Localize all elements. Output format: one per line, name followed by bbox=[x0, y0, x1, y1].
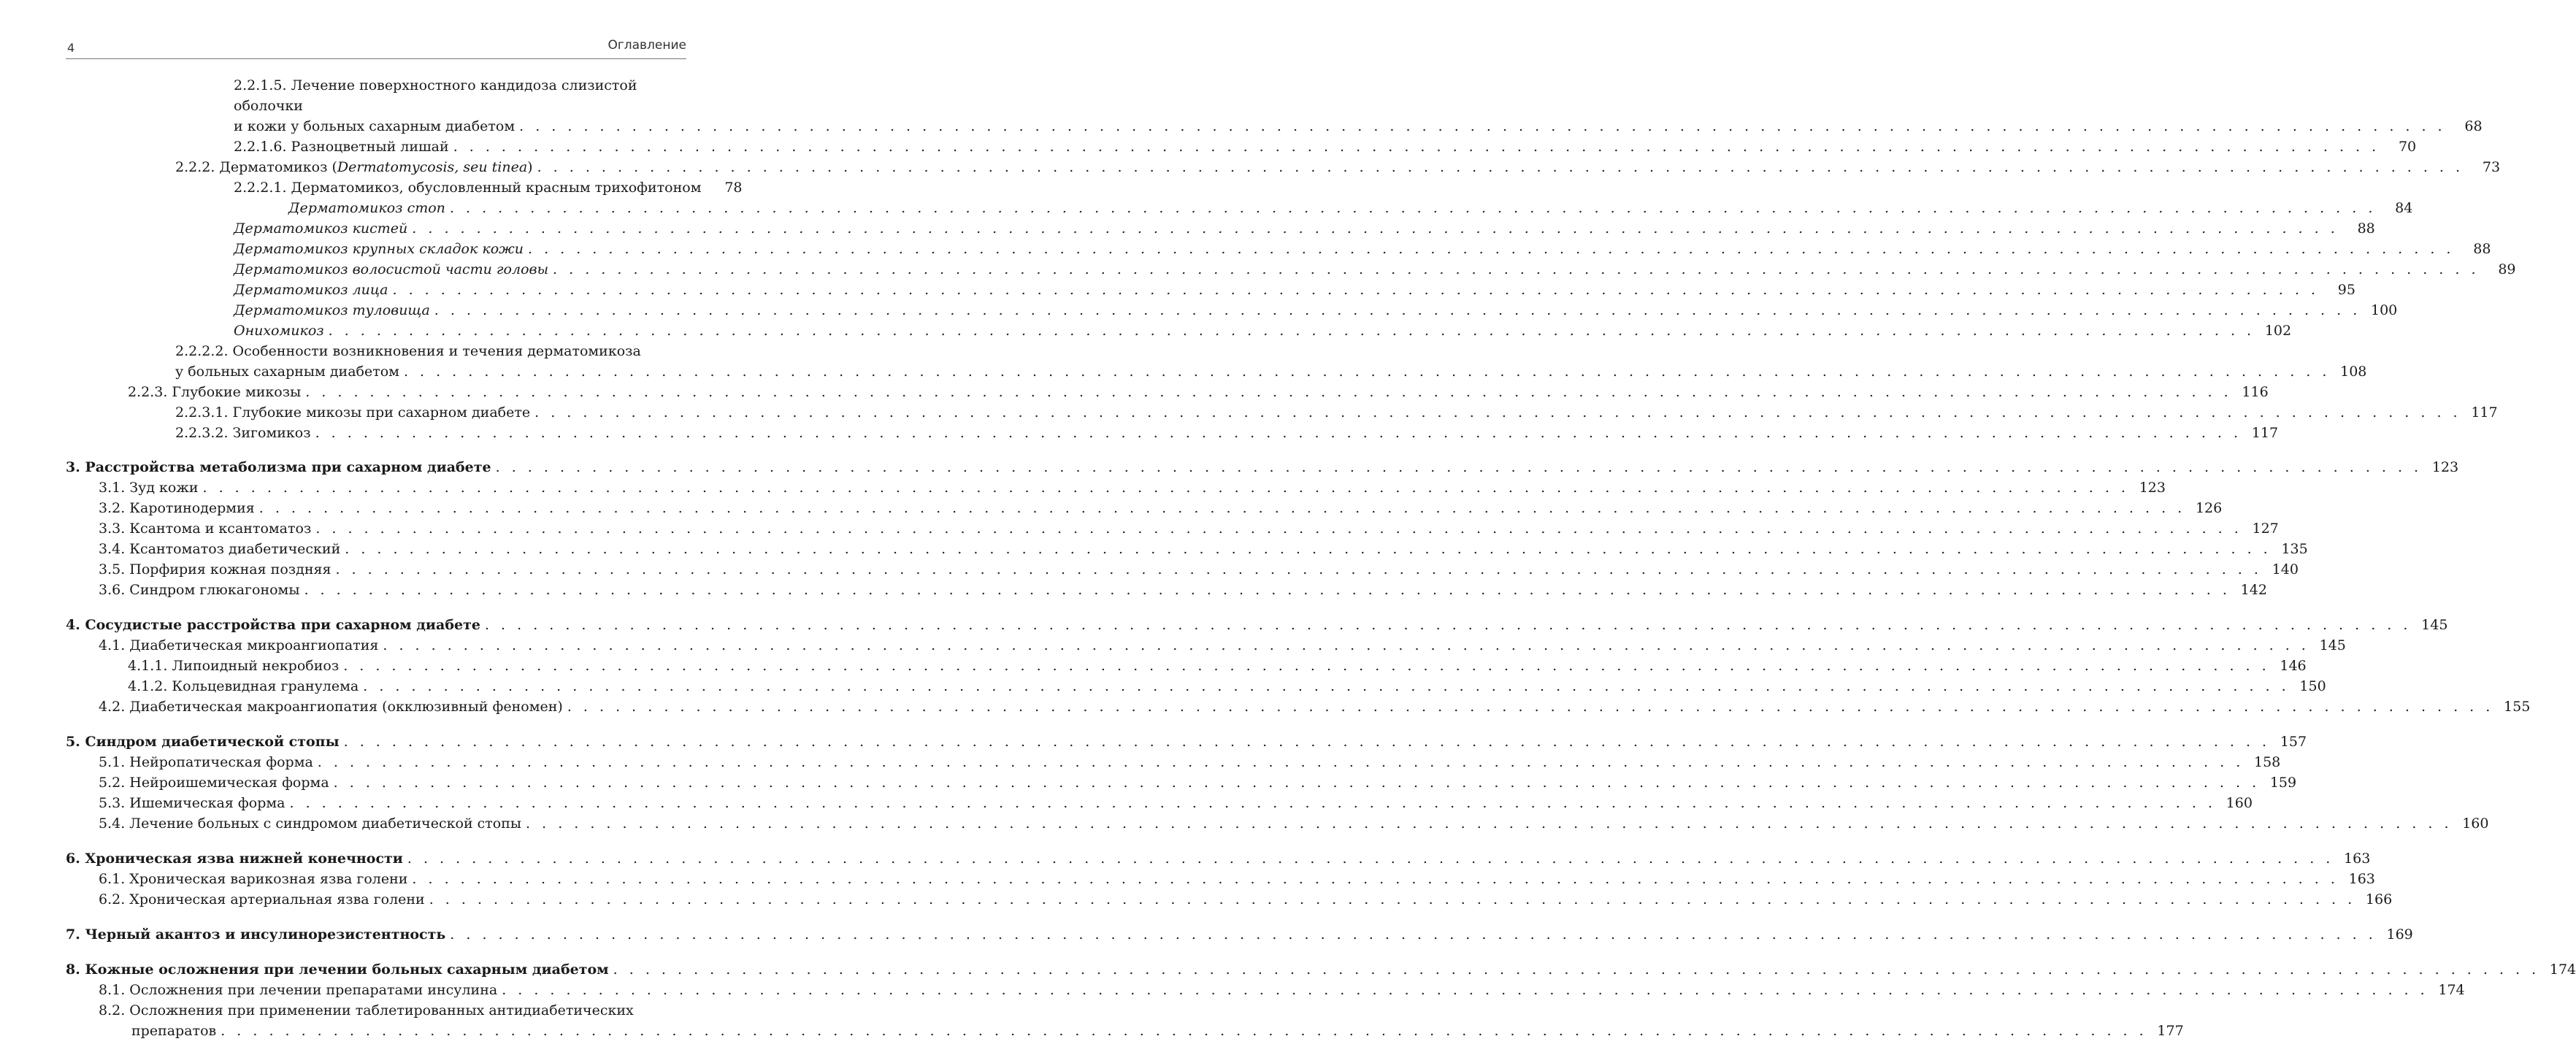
toc-entry-title: у больных сахарным диабетом bbox=[175, 364, 399, 380]
toc-entry-title-line1: 8.2. Осложнения при применении таблетированных антидиабетических bbox=[99, 1002, 634, 1018]
dot-leader: . . . . . . . . . . . . . . . . . . . . . . . . . . . . . . . . . . . . . . . . . . . . . . . . . . . . . . . . . . . . . . . . . . . . . . . . . . . . . . . . . . . . . . . . . . . . . . . . . . . . . . . . . . . . . . . . . . . . . . . . bbox=[567, 699, 2494, 715]
toc-entry-title: Дерматомикоз стоп bbox=[288, 200, 445, 216]
toc-entry bbox=[66, 280, 2355, 300]
toc-entry bbox=[66, 869, 2375, 889]
toc-page-number: 160 bbox=[2226, 795, 2253, 811]
toc-page-number: 123 bbox=[2139, 480, 2166, 496]
toc-page-number: 163 bbox=[2348, 871, 2375, 887]
toc-page-number: 89 bbox=[2498, 261, 2516, 277]
toc-entry-title: 6.2. Хроническая артериальная язва голени bbox=[99, 891, 425, 907]
dot-leader: . . . . . . . . . . . . . . . . . . . . . . . . . . . . . . . . . . . . . . . . . . . . . . . . . . . . . . . . . . . . . . . . . . . . . . . . . . . . . . . . . . . . . . . . . . . . . . . . . . . . . . . . . . . . . . . . . . . . . . . . bbox=[392, 282, 2319, 298]
toc-entry-title: и кожи у больных сахарным диабетом bbox=[234, 118, 515, 134]
toc-page-number: 123 bbox=[2431, 459, 2459, 475]
toc-chapter-title: 7. Черный акантоз и инсулинорезистентность bbox=[66, 926, 446, 943]
toc-page-number: 116 bbox=[2242, 384, 2269, 400]
toc-page-number: 177 bbox=[2157, 1023, 2184, 1039]
toc-entry bbox=[66, 157, 2501, 177]
toc-page-number: 73 bbox=[2482, 159, 2501, 175]
dot-leader: . . . . . . . . . . . . . . . . . . . . . . . . . . . . . . . . . . . . . . . . . . . . . . . . . . . . . . . . . . . . . . . . . . . . . . . . . . . . . . . . . . . . . . . . . . . . . . . . . . . . . . . . . . . . . . . . . . . . . . . . bbox=[315, 425, 2242, 441]
toc-entry-title: 5.3. Ишемическая форма bbox=[99, 795, 285, 811]
toc-entry-title: 5.2. Нейроишемическая форма bbox=[99, 775, 329, 791]
toc-chapter-title: 8. Кожные осложнения при лечении больных сахарным диабетом bbox=[66, 962, 609, 978]
dot-leader: . . . . . . . . . . . . . . . . . . . . . . . . . . . . . . . . . . . . . . . . . . . . . . . . . . . . . . . . . . . . . . . . . . . . . . . . . . . . . . . . . . . . . . . . . . . . . . . . . . . . . . . . . . . . . . . . . . . . . . . . bbox=[317, 754, 2245, 770]
dot-leader: . . . . . . . . . . . . . . . . . . . . . . . . . . . . . . . . . . . . . . . . . . . . . . . . . . . . . . . . . . . . . . . . . . . . . . . . . . . . . . . . . . . . . . . . . . . . . . . . . . . . . . . . . . . . . . . . . . . . . . . . bbox=[434, 302, 2361, 318]
toc-page-number: 174 bbox=[2549, 962, 2576, 978]
toc-entry bbox=[66, 137, 2417, 157]
toc-entry bbox=[66, 198, 2413, 218]
toc-entry bbox=[66, 1000, 2184, 1041]
dot-leader: . . . . . . . . . . . . . . . . . . . . . . . . . . . . . . . . . . . . . . . . . . . . . . . . . . . . . . . . . . . . . . . . . . . . . . . . . . . . . . . . . . . . . . . . . . . . . . . . . . . . . . . . . . . . . . . . . . . . . . . . bbox=[304, 582, 2231, 598]
toc-page-number: 174 bbox=[2438, 982, 2465, 998]
toc-page-number: 70 bbox=[2398, 139, 2417, 155]
toc-entry-title: Дерматомикоз лица bbox=[234, 282, 388, 298]
toc-entry-title: 4.1. Диабетическая микроангиопатия bbox=[99, 637, 379, 653]
dot-leader: . . . . . . . . . . . . . . . . . . . . . . . . . . . . . . . . . . . . . . . . . . . . . . . . . . . . . . . . . . . . . . . . . . . . . . . . . . . . . . . . . . . . . . . . . . . . . . . . . . . . . . . . . . . . . . . . . . . . . . . . bbox=[333, 775, 2261, 791]
toc-entry-title: 8.1. Осложнения при лечении препаратами инсулина bbox=[99, 982, 498, 998]
toc-entry-title: Дерматомикоз волосистой части головы bbox=[234, 261, 549, 277]
toc-page-number: 78 bbox=[724, 180, 743, 196]
toc-entry-title: 2.2.2.1. Дерматомикоз, обусловленный красным трихофитоном bbox=[234, 180, 702, 196]
toc-entry bbox=[66, 341, 2367, 382]
toc-entry-title-line1: 2.2.2.2. Особенности возникновения и течения дерматомикоза bbox=[175, 343, 641, 359]
toc-page-number: 158 bbox=[2253, 754, 2281, 770]
dot-leader: . . . . . . . . . . . . . . . . . . . . . . . . . . . . . . . . . . . . . . . . . . . . . . . . . . . . . . . . . . . . . . . . . . . . . . . . . . . . . . . . . . . . . . . . . . . . . . . . . . . . . . . . . . . . . . . . . . . . . . . . bbox=[202, 480, 2129, 496]
table-of-contents bbox=[66, 75, 2576, 1041]
latin-term: Dermatomycosis, seu tinea bbox=[337, 159, 528, 175]
toc-entry bbox=[66, 177, 743, 198]
toc-page-number: 159 bbox=[2269, 775, 2297, 791]
toc-entry bbox=[66, 75, 2483, 137]
toc-chapter bbox=[66, 457, 2459, 477]
toc-entry bbox=[66, 518, 2279, 539]
toc-entry-title: 3.6. Синдром глюкагономы bbox=[99, 582, 300, 598]
toc-entry bbox=[66, 300, 2398, 321]
toc-entry-title: 6.1. Хроническая варикозная язва голени bbox=[99, 871, 408, 887]
toc-page-number: 140 bbox=[2272, 561, 2299, 577]
dot-leader: . . . . . . . . . . . . . . . . . . . . . . . . . . . . . . . . . . . . . . . . . . . . . . . . . . . . . . . . . . . . . . . . . . . . . . . . . . . . . . . . . . . . . . . . . . . . . . . . . . . . . . . . . . . . . . . . . . . . . . . . bbox=[453, 139, 2380, 155]
toc-entry-title: 4.1.1. Липоидный некробиоз bbox=[128, 658, 340, 674]
toc-entry bbox=[66, 696, 2531, 717]
toc-entry bbox=[66, 321, 2292, 341]
toc-entry-title: Дерматомикоз кистей bbox=[234, 220, 408, 237]
toc-page-number: 163 bbox=[2344, 851, 2371, 867]
toc-entry-title: 2.2.3.1. Глубокие микозы при сахарном диабете bbox=[175, 404, 531, 421]
toc-page-number: 145 bbox=[2421, 617, 2448, 633]
toc-page-number: 155 bbox=[2504, 699, 2531, 715]
toc-page-number: 127 bbox=[2252, 521, 2279, 537]
toc-entry bbox=[66, 559, 2299, 580]
toc-page-number: 146 bbox=[2280, 658, 2307, 674]
toc-entry-title: 4.2. Диабетическая макроангиопатия (окклюзивный феномен) bbox=[99, 699, 563, 715]
dot-leader: . . . . . . . . . . . . . . . . . . . . . . . . . . . . . . . . . . . . . . . . . . . . . . . . . . . . . . . . . . . . . . . . . . . . . . . . . . . . . . . . . . . . . . . . . . . . . . . . . . . . . . . . . . . . . . . . . . . . . . . . bbox=[343, 734, 2271, 750]
dot-leader: . . . . . . . . . . . . . . . . . . . . . . . . . . . . . . . . . . . . . . . . . . . . . . . . . . . . . . . . . . . . . . . . . . . . . . . . . . . . . . . . . . . . . . . . . . . . . . . . . . . . . . . . . . . . . . . . . . . . . . . . bbox=[345, 541, 2272, 557]
toc-page-number: 150 bbox=[2299, 678, 2326, 694]
dot-leader: . . . . . . . . . . . . . . . . . . . . . . . . . . . . . . . . . . . . . . . . . . . . . . . . . . . . . . . . . . . . . . . . . . . . . . . . . . . . . . . . . . . . . . . . . . . . . . . . . . . . . . . . . . . . . . . . . . . . . . . . bbox=[221, 1023, 2147, 1039]
dot-leader: . . . . . . . . . . . . . . . . . . . . . . . . . . . . . . . . . . . . . . . . . . . . . . . . . . . . . . . . . . . . . . . . . . . . . . . . . . . . . . . . . . . . . . . . . . . . . . . . . . . . . . . . . . . . . . . . . . . . . . . . bbox=[450, 926, 2377, 943]
toc-page-number: 160 bbox=[2462, 816, 2489, 832]
toc-page-number: 169 bbox=[2386, 926, 2413, 943]
toc-entry-title: Онихомикоз bbox=[234, 323, 324, 339]
dot-leader: . . . . . . . . . . . . . . . . . . . . . . . . . . . . . . . . . . . . . . . . . . . . . . . . . . . . . . . . . . . . . . . . . . . . . . . . . . . . . . . . . . . . . . . . . . . . . . . . . . . . . . . . . . . . . . . . . . . . . . . . bbox=[328, 323, 2255, 339]
toc-page-number: 157 bbox=[2280, 734, 2307, 750]
toc-entry-title-line1: 2.2.1.5. Лечение поверхностного кандидоза слизистой оболочки bbox=[234, 77, 637, 114]
toc-entry-title: 3.5. Порфирия кожная поздняя bbox=[99, 561, 331, 577]
toc-chapter bbox=[66, 848, 2371, 869]
dot-leader: . . . . . . . . . . . . . . . . . . . . . . . . . . . . . . . . . . . . . . . . . . . . . . . . . . . . . . . . . . . . . . . . . . . . . . . . . . . . . . . . . . . . . . . . . . . . . . . . . . . . . . . . . . . . . . . . . . . . . . . . bbox=[315, 521, 2242, 537]
toc-page-number: 95 bbox=[2337, 282, 2355, 298]
dot-leader: . . . . . . . . . . . . . . . . . . . . . . . . . . . . . . . . . . . . . . . . . . . . . . . . . . . . . . . . . . . . . . . . . . . . . . . . . . . . . . . . . . . . . . . . . . . . . . . . . . . . . . . . . . . . . . . . . . . . . . . . bbox=[537, 159, 2464, 175]
dot-leader: . . . . . . . . . . . . . . . . . . . . . . . . . . . . . . . . . . . . . . . . . . . . . . . . . . . . . . . . . . . . . . . . . . . . . . . . . . . . . . . . . . . . . . . . . . . . . . . . . . . . . . . . . . . . . . . . . . . . . . . . bbox=[412, 220, 2339, 237]
dot-leader: . . . . . . . . . . . . . . . . . . . . . . . . . . . . . . . . . . . . . . . . . . . . . . . . . . . . . . . . . . . . . . . . . . . . . . . . . . . . . . . . . . . . . . . . . . . . . . . . . . . . . . . . . . . . . . . . . . . . . . . . bbox=[519, 118, 2446, 134]
toc-page-number: 145 bbox=[2319, 637, 2346, 653]
toc-entry bbox=[66, 498, 2223, 518]
toc-entry-title: 2.2.3. Глубокие микозы bbox=[128, 384, 302, 400]
toc-page-number: 68 bbox=[2464, 118, 2483, 134]
dot-leader: . . . . . . . . . . . . . . . . . . . . . . . . . . . . . . . . . . . . . . . . . . . . . . . . . . . . . . . . . . . . . . . . . . . . . . . . . . . . . . . . . . . . . . . . . . . . . . . . . . . . . . . . . . . . . . . . . . . . . . . . bbox=[484, 617, 2412, 633]
toc-entry bbox=[66, 239, 2491, 259]
toc-entry bbox=[66, 635, 2346, 656]
toc-chapter-title: 3. Расстройства метаболизма при сахарном диабете bbox=[66, 459, 491, 475]
toc-entry bbox=[66, 813, 2489, 834]
toc-chapter-title: 4. Сосудистые расстройства при сахарном диабете bbox=[66, 617, 480, 633]
toc-entry bbox=[66, 402, 2498, 423]
toc-page-number: 102 bbox=[2264, 323, 2292, 339]
dot-leader: . . . . . . . . . . . . . . . . . . . . . . . . . . . . . . . . . . . . . . . . . . . . . . . . . . . . . . . . . . . . . . . . . . . . . . . . . . . . . . . . . . . . . . . . . . . . . . . . . . . . . . . . . . . . . . . . . . . . . . . . bbox=[495, 459, 2423, 475]
dot-leader: . . . . . . . . . . . . . . . . . . . . . . . . . . . . . . . . . . . . . . . . . . . . . . . . . . . . . . . . . . . . . . . . . . . . . . . . . . . . . . . . . . . . . . . . . . . . . . . . . . . . . . . . . . . . . . . . . . . . . . . . bbox=[335, 561, 2262, 577]
dot-leader: . . . . . . . . . . . . . . . . . . . . . . . . . . . . . . . . . . . . . . . . . . . . . . . . . . . . . . . . . . . . . . . . . . . . . . . . . . . . . . . . . . . . . . . . . . . . . . . . . . . . . . . . . . . . . . . . . . . . . . . . bbox=[502, 982, 2429, 998]
page-header bbox=[66, 37, 686, 57]
toc-page-number: 88 bbox=[2357, 220, 2375, 237]
toc-entry bbox=[66, 580, 2267, 600]
dot-leader: . . . . . . . . . . . . . . . . . . . . . . . . . . . . . . . . . . . . . . . . . . . . . . . . . . . . . . . . . . . . . . . . . . . . . . . . . . . . . . . . . . . . . . . . . . . . . . . . . . . . . . . . . . . . . . . . . . . . . . . . bbox=[534, 404, 2461, 421]
toc-entry bbox=[66, 259, 2516, 280]
toc-entry bbox=[66, 218, 2375, 239]
toc-entry-title: 3.2. Каротинодермия bbox=[99, 500, 255, 516]
dot-leader: . . . . . . . . . . . . . . . . . . . . . . . . . . . . . . . . . . . . . . . . . . . . . . . . . . . . . . . . . . . . . . . . . . . . . . . . . . . . . . . . . . . . . . . . . . . . . . . . . . . . . . . . . . . . . . . . . . . . . . . . bbox=[383, 637, 2309, 653]
toc-entry bbox=[66, 539, 2308, 559]
dot-leader: . . . . . . . . . . . . . . . . . . . . . . . . . . . . . . . . . . . . . . . . . . . . . . . . . . . . . . . . . . . . . . . . . . . . . . . . . . . . . . . . . . . . . . . . . . . . . . . . . . . . . . . . . . . . . . . . . . . . . . . . bbox=[343, 658, 2270, 674]
toc-chapter bbox=[66, 959, 2576, 980]
toc-chapter bbox=[66, 924, 2413, 945]
toc-chapter-title: 5. Синдром диабетической стопы bbox=[66, 734, 340, 750]
toc-entry-title: 3.4. Ксантоматоз диабетический bbox=[99, 541, 341, 557]
toc-page-number: 117 bbox=[2251, 425, 2279, 441]
toc-page-number: 84 bbox=[2395, 200, 2413, 216]
toc-entry-title: 2.2.3.2. Зигомикоз bbox=[175, 425, 311, 441]
toc-page-number: 126 bbox=[2195, 500, 2223, 516]
dot-leader: . . . . . . . . . . . . . . . . . . . . . . . . . . . . . . . . . . . . . . . . . . . . . . . . . . . . . . . . . . . . . . . . . . . . . . . . . . . . . . . . . . . . . . . . . . . . . . . . . . . . . . . . . . . . . . . . . . . . . . . . bbox=[527, 241, 2455, 257]
dot-leader: . . . . . . . . . . . . . . . . . . . . . . . . . . . . . . . . . . . . . . . . . . . . . . . . . . . . . . . . . . . . . . . . . . . . . . . . . . . . . . . . . . . . . . . . . . . . . . . . . . . . . . . . . . . . . . . . . . . . . . . . bbox=[363, 678, 2290, 694]
dot-leader: . . . . . . . . . . . . . . . . . . . . . . . . . . . . . . . . . . . . . . . . . . . . . . . . . . . . . . . . . . . . . . . . . . . . . . . . . . . . . . . . . . . . . . . . . . . . . . . . . . . . . . . . . . . . . . . . . . . . . . . . bbox=[449, 200, 2377, 216]
header-rule bbox=[66, 58, 686, 59]
toc-entry bbox=[66, 889, 2393, 910]
dot-leader: . . . . . . . . . . . . . . . . . . . . . . . . . . . . . . . . . . . . . . . . . . . . . . . . . . . . . . . . . . . . . . . . . . . . . . . . . . . . . . . . . . . . . . . . . . . . . . . . . . . . . . . . . . . . . . . . . . . . . . . . bbox=[407, 851, 2334, 867]
toc-page-number: 108 bbox=[2340, 364, 2367, 380]
dot-leader: . . . . . . . . . . . . . . . . . . . . . . . . . . . . . . . . . . . . . . . . . . . . . . . . . . . . . . . . . . . . . . . . . . . . . . . . . . . . . . . . . . . . . . . . . . . . . . . . . . . . . . . . . . . . . . . . . . . . . . . . bbox=[553, 261, 2480, 277]
page-number: 4 bbox=[67, 41, 75, 55]
dot-leader: . . . . . . . . . . . . . . . . . . . . . . . . . . . . . . . . . . . . . . . . . . . . . . . . . . . . . . . . . . . . . . . . . . . . . . . . . . . . . . . . . . . . . . . . . . . . . . . . . . . . . . . . . . . . . . . . . . . . . . . . bbox=[258, 500, 2186, 516]
toc-entry-title: 5.1. Нейропатическая форма bbox=[99, 754, 313, 770]
dot-leader: . . . . . . . . . . . . . . . . . . . . . . . . . . . . . . . . . . . . . . . . . . . . . . . . . . . . . . . . . . . . . . . . . . . . . . . . . . . . . . . . . . . . . . . . . . . . . . . . . . . . . . . . . . . . . . . . . . . . . . . . bbox=[305, 384, 2232, 400]
toc-entry bbox=[66, 676, 2326, 696]
toc-entry bbox=[66, 793, 2253, 813]
dot-leader: . . . . . . . . . . . . . . . . . . . . . . . . . . . . . . . . . . . . . . . . . . . . . . . . . . . . . . . . . . . . . . . . . . . . . . . . . . . . . . . . . . . . . . . . . . . . . . . . . . . . . . . . . . . . . . . . . . . . . . . . bbox=[526, 816, 2453, 832]
toc-entry bbox=[66, 980, 2465, 1000]
toc-page-number: 117 bbox=[2471, 404, 2498, 421]
dot-leader: . . . . . . . . . . . . . . . . . . . . . . . . . . . . . . . . . . . . . . . . . . . . . . . . . . . . . . . . . . . . . . . . . . . . . . . . . . . . . . . . . . . . . . . . . . . . . . . . . . . . . . . . . . . . . . . . . . . . . . . . bbox=[429, 891, 2356, 907]
running-title: Оглавление bbox=[607, 38, 686, 53]
dot-leader: . . . . . . . . . . . . . . . . . . . . . . . . . . . . . . . . . . . . . . . . . . . . . . . . . . . . . . . . . . . . . . . . . . . . . . . . . . . . . . . . . . . . . . . . . . . . . . . . . . . . . . . . . . . . . . . . . . . . . . . . bbox=[412, 871, 2339, 887]
toc-chapter-title: 6. Хроническая язва нижней конечности bbox=[66, 851, 403, 867]
dot-leader: . . . . . . . . . . . . . . . . . . . . . . . . . . . . . . . . . . . . . . . . . . . . . . . . . . . . . . . . . . . . . . . . . . . . . . . . . . . . . . . . . . . . . . . . . . . . . . . . . . . . . . . . . . . . . . . . . . . . . . . . bbox=[289, 795, 2216, 811]
toc-chapter bbox=[66, 732, 2307, 752]
toc-entry bbox=[66, 382, 2269, 402]
toc-chapter bbox=[66, 615, 2448, 635]
toc-entry bbox=[66, 772, 2297, 793]
toc-entry-title: 2.2.1.6. Разноцветный лишай bbox=[234, 139, 449, 155]
toc-page-number: 88 bbox=[2473, 241, 2491, 257]
toc-entry-title: 3.3. Ксантома и ксантоматоз bbox=[99, 521, 312, 537]
toc-entry bbox=[66, 752, 2281, 772]
toc-entry-title: препаратов bbox=[131, 1023, 217, 1039]
toc-entry bbox=[66, 656, 2307, 676]
toc-entry-title: 2.2.2. Дерматомикоз (Dermatomycosis, seu tinea) bbox=[175, 159, 533, 175]
toc-entry bbox=[66, 423, 2279, 443]
toc-entry-title: 5.4. Лечение больных с синдромом диабетической стопы bbox=[99, 816, 522, 832]
toc-page-number: 142 bbox=[2240, 582, 2267, 598]
toc-entry-title: 4.1.2. Кольцевидная гранулема bbox=[128, 678, 359, 694]
toc-page-number: 166 bbox=[2365, 891, 2393, 907]
toc-entry-title: Дерматомикоз туловища bbox=[234, 302, 430, 318]
dot-leader: . . . . . . . . . . . . . . . . . . . . . . . . . . . . . . . . . . . . . . . . . . . . . . . . . . . . . . . . . . . . . . . . . . . . . . . . . . . . . . . . . . . . . . . . . . . . . . . . . . . . . . . . . . . . . . . . . . . . . . . . bbox=[403, 364, 2331, 380]
toc-entry-title: 3.1. Зуд кожи bbox=[99, 480, 199, 496]
dot-leader: . . . . . . . . . . . . . . . . . . . . . . . . . . . . . . . . . . . . . . . . . . . . . . . . . . . . . . . . . . . . . . . . . . . . . . . . . . . . . . . . . . . . . . . . . . . . . . . . . . . . . . . . . . . . . . . . . . . . . . . . bbox=[613, 962, 2540, 978]
toc-page-number: 100 bbox=[2370, 302, 2398, 318]
toc-entry bbox=[66, 477, 2166, 498]
toc-entry-title: Дерматомикоз крупных складок кожи bbox=[234, 241, 524, 257]
toc-page-number: 135 bbox=[2281, 541, 2308, 557]
